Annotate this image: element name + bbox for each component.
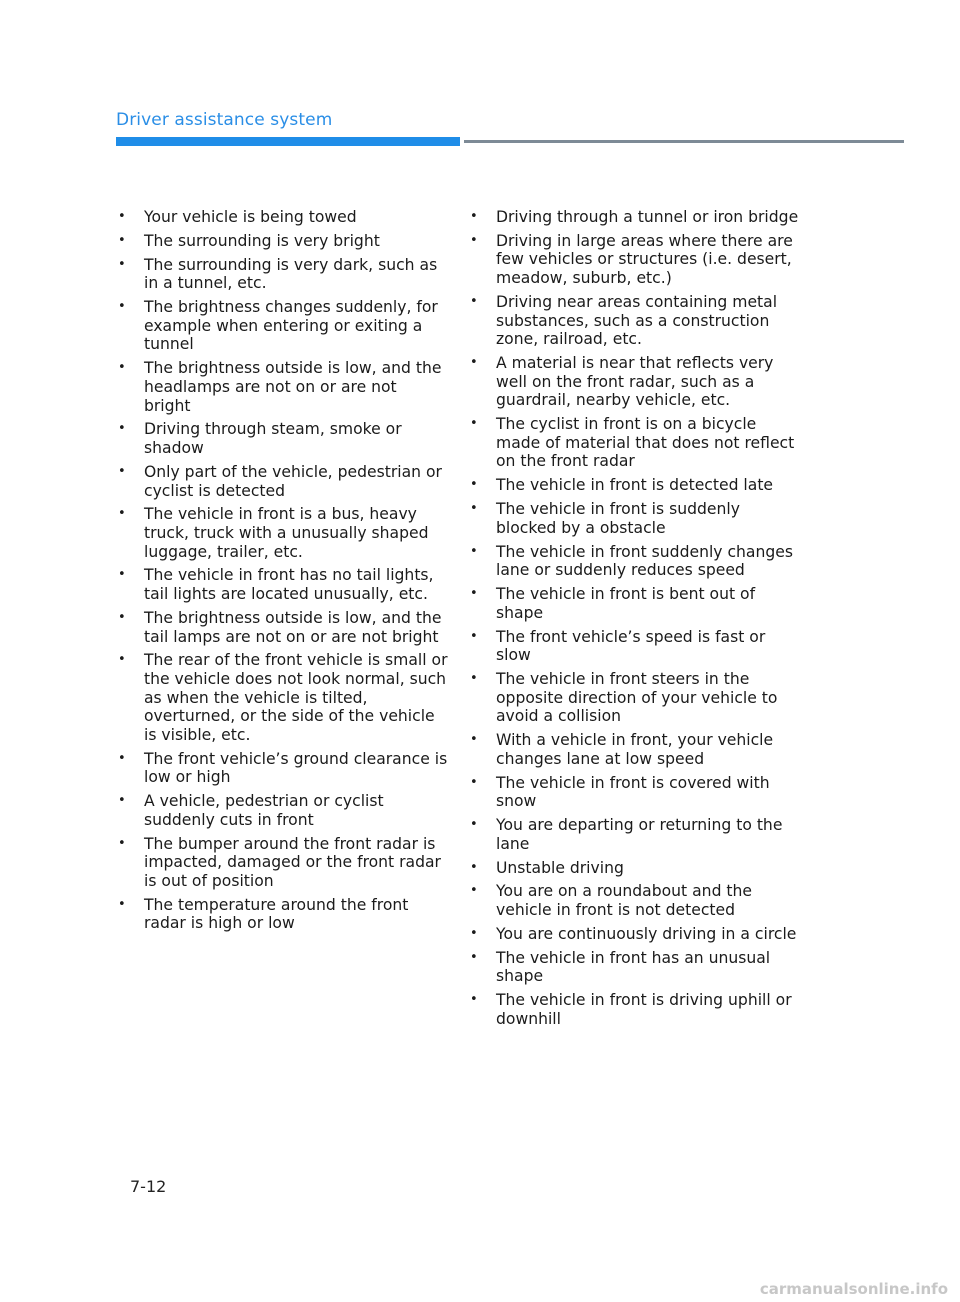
bullet-icon: • <box>118 209 126 224</box>
list-item-text: The vehicle in front has no tail lights, tail lights are located unusually, etc. <box>144 566 434 604</box>
list-item <box>118 463 448 500</box>
list-item-text: A vehicle, pedestrian or cyclist suddenly cuts in front <box>144 792 384 829</box>
watermark: carmanualsonline.info <box>759 1280 948 1298</box>
list-item-text: The vehicle in front is driving uphill or downhill <box>496 991 792 1028</box>
bullet-icon: • <box>118 232 126 248</box>
list-item <box>470 543 800 580</box>
list-item <box>470 415 800 471</box>
list-item <box>470 859 800 878</box>
list-item <box>470 774 800 811</box>
bullet-icon: • <box>118 652 126 668</box>
list-item-text: The brightness outside is low, and the headlamps are not on or are not bright <box>144 359 442 415</box>
list-item <box>118 505 448 561</box>
list-item-text: You are continuously driving in a circle <box>496 924 797 943</box>
list-item <box>470 500 800 537</box>
list-item-text: The vehicle in front is bent out of shape <box>496 585 756 622</box>
bullet-icon: • <box>470 293 478 309</box>
list-item <box>470 208 800 227</box>
list-item-text: Driving near areas containing metal substances, such as a construction zone, railroad, etc. <box>496 292 778 349</box>
list-item <box>118 232 448 251</box>
list-item-text: The rear of the front vehicle is small or the vehicle does not look normal, such as when the vehicle is tilted, overturned, or the side of the vehicle is visible, etc. <box>144 651 448 744</box>
list-item <box>470 925 800 944</box>
list-item <box>118 420 448 457</box>
list-item <box>470 585 800 622</box>
list-item <box>470 949 800 986</box>
bullet-icon: • <box>118 896 126 912</box>
bullet-icon: • <box>118 835 126 851</box>
bullet-icon: • <box>470 671 478 687</box>
list-item <box>118 298 448 354</box>
list-item-text: The temperature around the front radar is high or low <box>144 895 409 933</box>
list-item-text: The cyclist in front is on a bicycle made of material that does not reflect on the front radar <box>496 415 795 471</box>
bullet-icon: • <box>470 586 478 602</box>
bullet-icon: • <box>470 859 478 875</box>
list-item-text: The surrounding is very bright <box>144 231 380 250</box>
bullet-icon: • <box>470 209 478 224</box>
list-item <box>118 750 448 787</box>
bullet-icon: • <box>470 416 478 432</box>
list-item-text: The vehicle in front suddenly changes lane or suddenly reduces speed <box>496 542 793 580</box>
bullet-icon: • <box>118 609 126 625</box>
list-item <box>470 816 800 853</box>
bullet-icon: • <box>118 793 126 809</box>
list-item-text: Driving through steam, smoke or shadow <box>144 420 402 458</box>
list-item <box>470 232 800 288</box>
bullet-icon: • <box>118 463 126 479</box>
list-item-text: The vehicle in front is suddenly blocked by a obstacle <box>496 500 740 537</box>
bullet-icon: • <box>470 732 478 748</box>
list-item-text: The vehicle in front is a bus, heavy truck, truck with a unusually shaped luggage, trailer, etc. <box>144 505 429 561</box>
bullet-icon: • <box>118 360 126 376</box>
bullet-icon: • <box>118 299 126 315</box>
bullet-icon: • <box>470 477 478 493</box>
bullet-icon: • <box>470 883 478 899</box>
list-item-text: The brightness outside is low, and the tail lamps are not on or are not bright <box>144 608 442 646</box>
list-item <box>118 896 448 933</box>
list-item <box>470 293 800 349</box>
list-item-text: The front vehicle’s speed is fast or slow <box>496 627 766 665</box>
list-item-text: The brightness changes suddenly, for example when entering or exiting a tunnel <box>144 298 438 354</box>
header-accent-rule <box>116 137 460 146</box>
list-item-text: Driving through a tunnel or iron bridge <box>496 208 799 226</box>
list-item <box>118 609 448 646</box>
bullet-icon: • <box>470 543 478 559</box>
list-item <box>470 731 800 768</box>
bullet-icon: • <box>470 925 478 941</box>
list-item-text: The vehicle in front is covered with snow <box>496 773 770 811</box>
bullet-icon: • <box>470 949 478 965</box>
list-item <box>470 354 800 410</box>
list-item-text: You are on a roundabout and the vehicle in front is not detected <box>496 882 753 920</box>
list-item <box>470 991 800 1028</box>
list-item-text: The vehicle in front is detected late <box>496 476 774 495</box>
bullet-icon: • <box>470 992 478 1008</box>
list-item-text: The bumper around the front radar is impacted, damaged or the front radar is out of position <box>144 834 441 890</box>
bullet-icon: • <box>118 567 126 583</box>
bullet-icon: • <box>118 506 126 522</box>
list-item <box>118 566 448 603</box>
page-number: 7-12 <box>130 1177 167 1196</box>
list-item-text: Unstable driving <box>496 858 624 877</box>
list-item <box>118 359 448 415</box>
list-item-text: The surrounding is very dark, such as in a tunnel, etc. <box>144 255 438 293</box>
list-item-text: A material is near that reflects very well on the front radar, such as a guardrail, nearby vehicle, etc. <box>496 354 774 410</box>
list-item-text: You are departing or returning to the lane <box>496 816 783 853</box>
list-item-text: The vehicle in front steers in the opposite direction of your vehicle to avoid a collision <box>496 670 778 726</box>
list-item <box>118 792 448 829</box>
list-item <box>118 651 448 744</box>
list-item <box>470 476 800 495</box>
list-item <box>470 882 800 919</box>
list-item-text: With a vehicle in front, your vehicle changes lane at low speed <box>496 731 774 768</box>
bullet-icon: • <box>118 750 126 766</box>
list-item-text: The vehicle in front has an unusual shape <box>496 948 771 986</box>
bullet-icon: • <box>470 774 478 790</box>
list-item-text: The front vehicle’s ground clearance is low or high <box>144 749 448 787</box>
list-item-text: Only part of the vehicle, pedestrian or cyclist is detected <box>144 462 442 500</box>
left-column-list <box>118 208 448 938</box>
bullet-icon: • <box>470 232 478 248</box>
section-title: Driver assistance system <box>116 110 333 130</box>
list-item <box>118 256 448 293</box>
list-item <box>118 208 448 227</box>
bullet-icon: • <box>118 256 126 272</box>
list-item <box>118 835 448 891</box>
header-divider-rule <box>464 140 904 143</box>
list-item-text: Your vehicle is being towed <box>144 208 357 226</box>
right-column-list <box>470 208 800 1034</box>
list-item <box>470 628 800 665</box>
bullet-icon: • <box>470 628 478 644</box>
bullet-icon: • <box>470 817 478 833</box>
bullet-icon: • <box>470 501 478 517</box>
list-item-text: Driving in large areas where there are few vehicles or structures (i.e. desert, meadow, suburb, etc.) <box>496 231 793 288</box>
list-item <box>470 670 800 726</box>
bullet-icon: • <box>470 355 478 371</box>
bullet-icon: • <box>118 421 126 437</box>
